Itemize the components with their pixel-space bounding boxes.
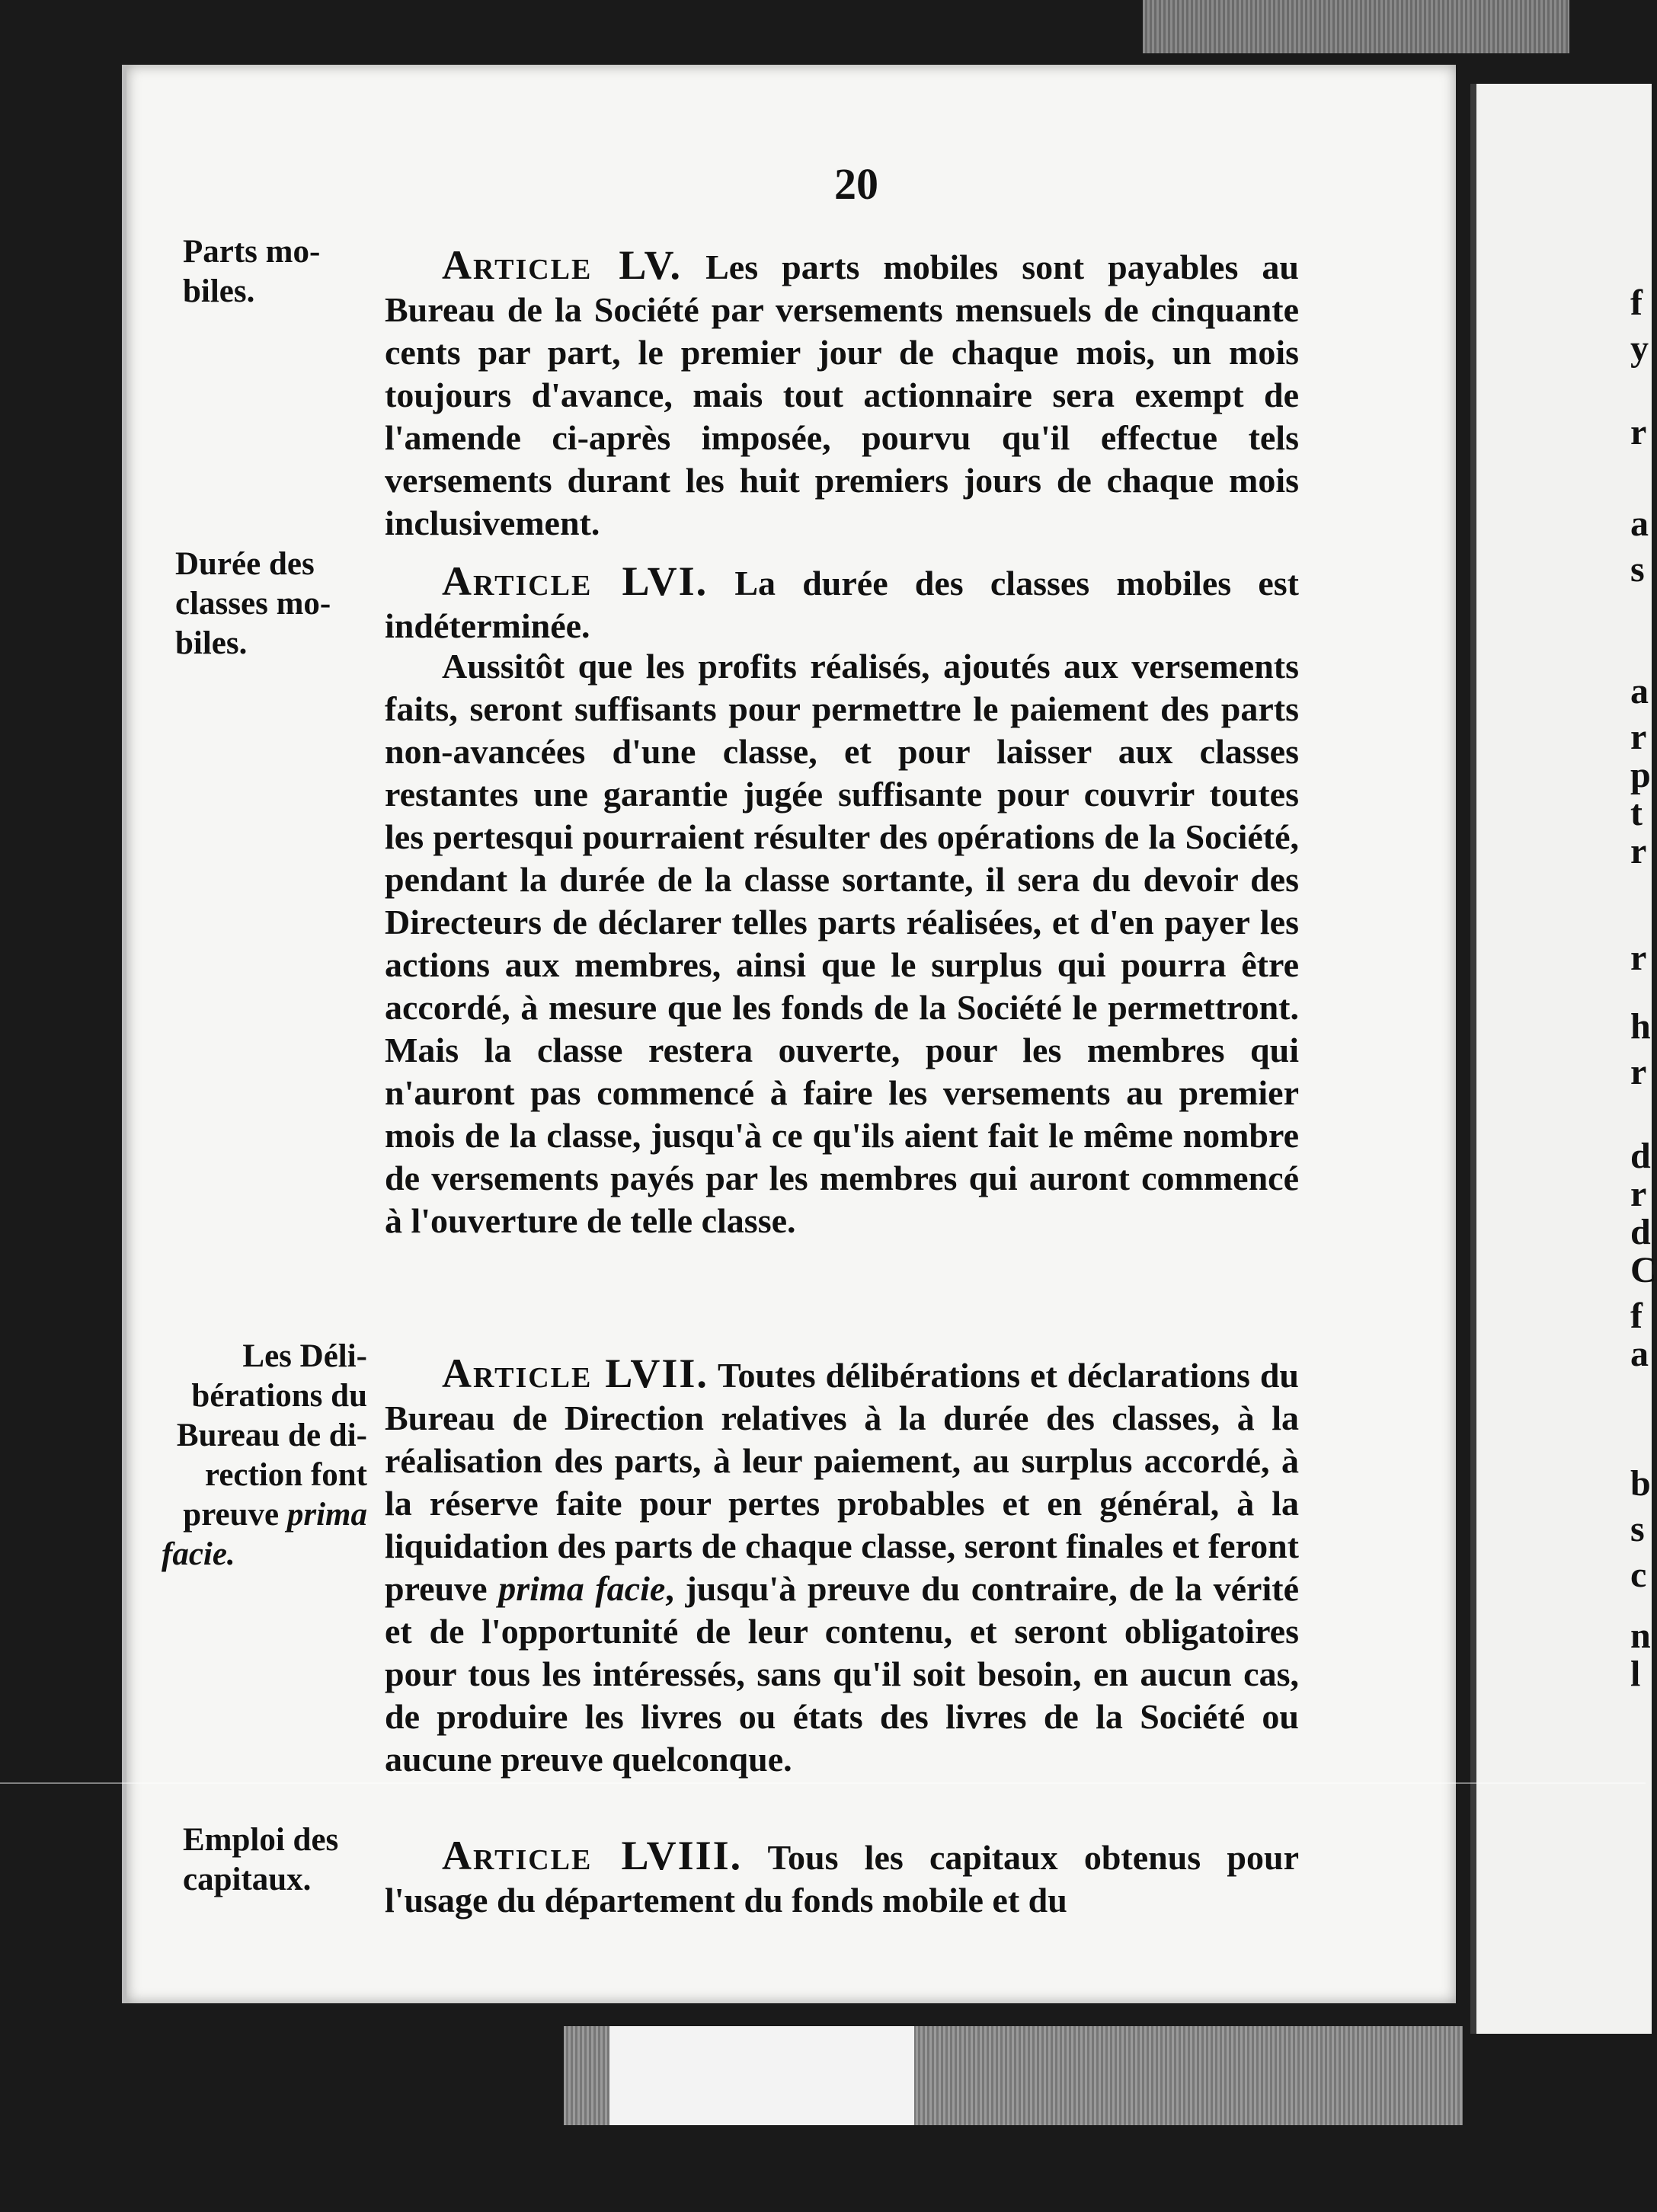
article-text: La durée des classes mobiles est indéterminée. <box>385 564 1299 645</box>
facing-page-letter: f <box>1630 1296 1643 1336</box>
margin-note-deliberations <box>162 1337 367 1574</box>
margin-note-line <box>162 1535 367 1574</box>
facing-page-letter: b <box>1630 1463 1651 1504</box>
margin-note-line: rection font <box>205 1457 367 1493</box>
article-heading: Article LV. <box>442 242 683 288</box>
facing-page-letter: C <box>1630 1250 1657 1290</box>
margin-note-line: biles. <box>175 625 248 661</box>
facing-page-letter: r <box>1630 831 1647 871</box>
margin-note-line <box>162 1495 367 1535</box>
margin-note-word: preuve <box>183 1497 280 1533</box>
facing-page-letter: a <box>1630 1334 1649 1374</box>
margin-note-line: Parts mo- <box>183 234 321 270</box>
article-lv <box>385 244 1299 545</box>
facing-page-letter: h <box>1630 1006 1651 1047</box>
facing-page <box>1470 84 1652 2034</box>
margin-note-italic: prima <box>286 1497 367 1533</box>
facing-page-letter: d <box>1630 1136 1651 1176</box>
margin-note-line: Emploi des <box>183 1822 339 1858</box>
facing-page-letter: r <box>1630 938 1647 978</box>
margin-note-line: Bureau de di- <box>176 1418 367 1453</box>
article-lvii <box>385 1352 1299 1781</box>
paper-tab <box>609 2026 914 2125</box>
margin-note-line: biles. <box>183 273 255 309</box>
background-strip-bottom <box>564 2026 1463 2125</box>
article-heading: Article LVI. <box>442 558 709 604</box>
margin-note-line: classes mo- <box>175 586 331 622</box>
page-number: 20 <box>834 159 878 209</box>
article-text: Les parts mobiles sont payables au Bureau de la Société par versements mensuels de cinquante cents par part, le premier jour de chaque mois, un mois toujours d'avance, mais tout actionnaire sera exempt de l'amende ci-après imposée, pourvu qu'il effectue tels versements durant les huit premiers jours de chaque mois inclusivement. <box>385 248 1300 542</box>
article-lvi-paragraph-2: Aussitôt que les profits réalisés, ajoutés aux versements faits, seront suffisants pour permettre le paiement des parts non-avancées d'une classe, et pour laisser aux classes restantes une garantie jugée suffisante pour couvrir toutes les pertesqui pourraient résulter des opérations de la Société, pendant la durée de la classe sortante, il sera du devoir des Directeurs de déclarer telles parts réalisées, et d'en payer les actions aux membres, ainsi que le surplus qui pourra être accordé, à mesure que les fonds de la Société le permettront. Mais la classe restera ouverte, pour les membres qui n'auront pas commencé à faire les versements au premier mois de la classe, jusqu'à ce qu'ils aient fait le même nombre de versements payés par les membres qui auront commencé à l'ouverture de telle classe. <box>385 647 1299 1240</box>
facing-page-letter: r <box>1630 1174 1647 1214</box>
article-lvi <box>385 560 1299 647</box>
margin-note-parts-mobiles <box>183 232 320 312</box>
facing-page-letter: l <box>1630 1654 1641 1694</box>
article-text: Tous les capitaux obtenus pour l'usage du département du fonds mobile et du <box>385 1838 1299 1920</box>
facing-page-letter: r <box>1630 1052 1647 1092</box>
facing-page-letter: s <box>1630 549 1645 590</box>
article-text: , jusqu'à preuve du contraire, de la vérité et de l'opportunité de leur contenu, et seront obligatoires pour tous les intéressés, sans qu'il soit besoin, en aucun cas, de produire les livres ou états des livres de la Société ou aucune preuve quelconque. <box>385 1569 1299 1779</box>
facing-page-letter: r <box>1630 717 1647 757</box>
margin-note-line: bérations du <box>191 1378 367 1414</box>
facing-page-letter: n <box>1630 1616 1651 1656</box>
article-heading: Article LVIII. <box>442 1833 743 1878</box>
margin-note-line: capitaux. <box>183 1862 312 1897</box>
facing-page-letter: f <box>1630 283 1643 323</box>
facing-page-letter: y <box>1630 328 1649 369</box>
facing-page-letter: t <box>1630 793 1643 833</box>
facing-page-letter: d <box>1630 1212 1651 1252</box>
facing-page-letter: a <box>1630 671 1649 711</box>
article-lviii <box>385 1834 1299 1922</box>
facing-page-letter: s <box>1630 1509 1645 1549</box>
background-strip-top <box>1143 0 1569 53</box>
article-italic: prima facie <box>498 1569 666 1608</box>
facing-page-letter: r <box>1630 412 1647 452</box>
margin-note-italic: facie. <box>162 1536 235 1572</box>
margin-note-line: Durée des <box>175 546 315 582</box>
margin-note-line: Les Déli- <box>242 1338 367 1374</box>
facing-page-letter: a <box>1630 503 1649 544</box>
margin-note-duree-classes <box>175 545 331 663</box>
article-text: Toutes délibérations et déclarations du Bureau de Direction relatives à la durée des classes, à la réalisation des parts, à leur paiement, au surplus accordé, à la réserve faite pour pertes probables et en général, à la liquidation des parts de chaque classe, seront finales et feront preuve <box>385 1356 1299 1608</box>
facing-page-letter: p <box>1630 755 1651 795</box>
scan-line <box>0 1782 1646 1784</box>
margin-note-emploi <box>183 1820 338 1900</box>
facing-page-letter: c <box>1630 1555 1647 1595</box>
article-heading: Article LVII. <box>442 1351 709 1396</box>
